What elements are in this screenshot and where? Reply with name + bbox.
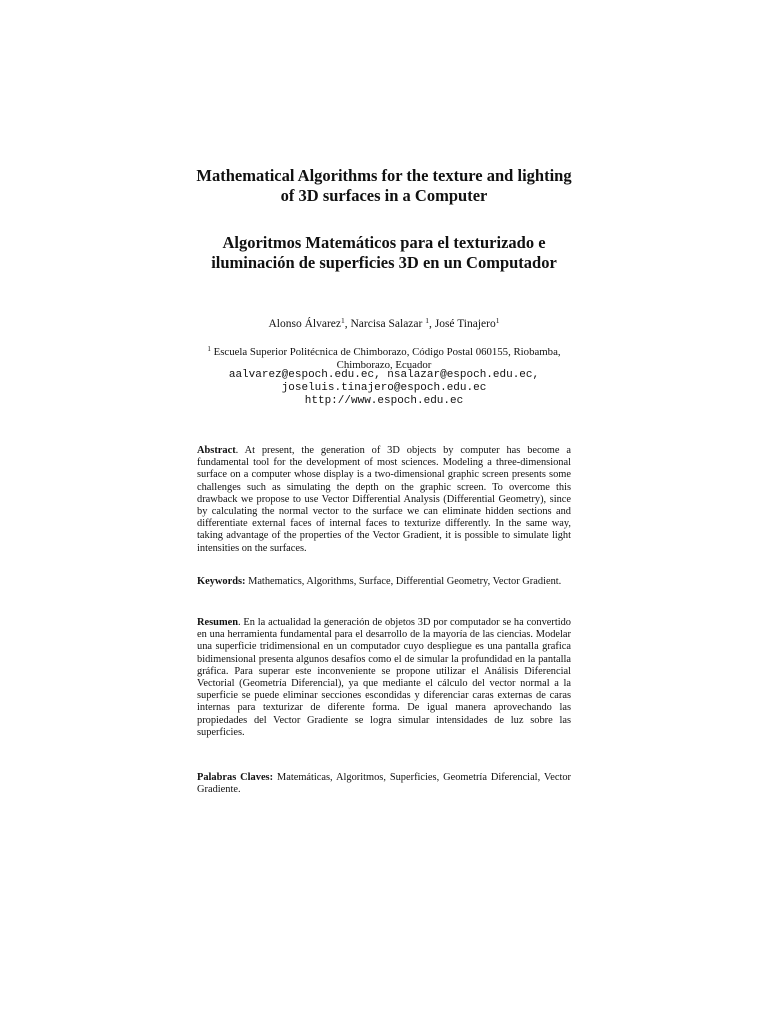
- author-name: , José Tinajero: [428, 318, 496, 330]
- title-english-line2: of 3D surfaces in a Computer: [280, 186, 488, 205]
- palabras-clave-text: Matemáticas, Algoritmos, Superficies, Geometría Diferencial, Vector Gradiente.: [197, 772, 571, 796]
- title-spanish-line1: Algoritmos Matemáticos para el texturizado e: [222, 233, 546, 252]
- resumen: [197, 617, 571, 739]
- title-english-line1: Mathematical Algorithms for the texture and lighting: [196, 166, 572, 185]
- affiliation-line1: Escuela Superior Politécnica de Chimborazo, Código Postal 060155, Riobamba,: [210, 346, 561, 358]
- title-spanish-line2: iluminación de superficies 3D en un Computador: [211, 253, 557, 272]
- affiliation: [195, 343, 573, 372]
- keywords-text: Mathematics, Algorithms, Surface, Differential Geometry, Vector Gradient.: [245, 576, 562, 587]
- resumen-text: . En la actualidad la generación de objetos 3D por computador se ha convertido en una herramienta fundamental para el desarrollo de la mayoría de las ciencias. Modelar una superficie tridimensional en un computador cuyo despliegue es una pantalla grafica bidimensional presenta algunos desafíos como el de simular la profundidad en la pantalla gráfica. Para superar este inconveniente se propone utilizar el Análisis Diferencial Vectorial (Geometría Diferencial), ya que mediante el cálculo del vector normal a la superficie se puede eliminar secciones escondidas y diferenciar caras externas de caras internas para texturizar de diferente forma. De igual manera aprovechando las propiedades del Vector Gradiente se logra simular intensidades de luz sobre las superficies.: [197, 617, 571, 738]
- resumen-label: Resumen: [197, 617, 238, 628]
- abstract-label: Abstract: [197, 445, 236, 456]
- affiliation-marker: 1: [425, 316, 429, 325]
- affiliation-marker: 1: [495, 316, 500, 325]
- title-english: [150, 166, 618, 206]
- author-list: [150, 314, 618, 331]
- affiliation-line2: Chimborazo, Ecuador: [336, 359, 432, 371]
- palabras-clave-label: Palabras Claves:: [197, 772, 274, 783]
- author-name: Alonso Álvarez: [268, 318, 341, 330]
- website-link[interactable]: http://www.espoch.edu.ec: [304, 395, 464, 407]
- abstract-text: . At present, the generation of 3D objects by computer has become a fundamental tool for the development of most sciences. Modeling a three-dimensional surface on a computer whose display is a two-dimensional graphic screen presents some challenges such as simulating the depth on the graphic screen. To overcome this drawback we propose to use Vector Differential Analysis (Differential Geometry), since by calculating the normal vector to the surface we can eliminate hidden sections and differentiate external faces of internal faces to texturize differently. In the same way, taking advantage of the properties of the Vector Gradient, it is possible to simulate light intensities on the surfaces.: [197, 445, 571, 554]
- keywords-label: Keywords:: [197, 576, 246, 587]
- title-spanish: [150, 233, 618, 273]
- abstract: [197, 445, 571, 555]
- email-line: aalvarez@espoch.edu.ec, nsalazar@espoch.edu.ec,: [228, 369, 540, 381]
- palabras-clave: [197, 772, 571, 796]
- email-line: joseluis.tinajero@espoch.edu.ec: [281, 382, 487, 394]
- author-name: , Narcisa Salazar: [344, 318, 426, 330]
- affiliation-marker: 1: [341, 316, 345, 325]
- affiliation-marker: 1: [207, 345, 211, 353]
- keywords: [197, 576, 571, 588]
